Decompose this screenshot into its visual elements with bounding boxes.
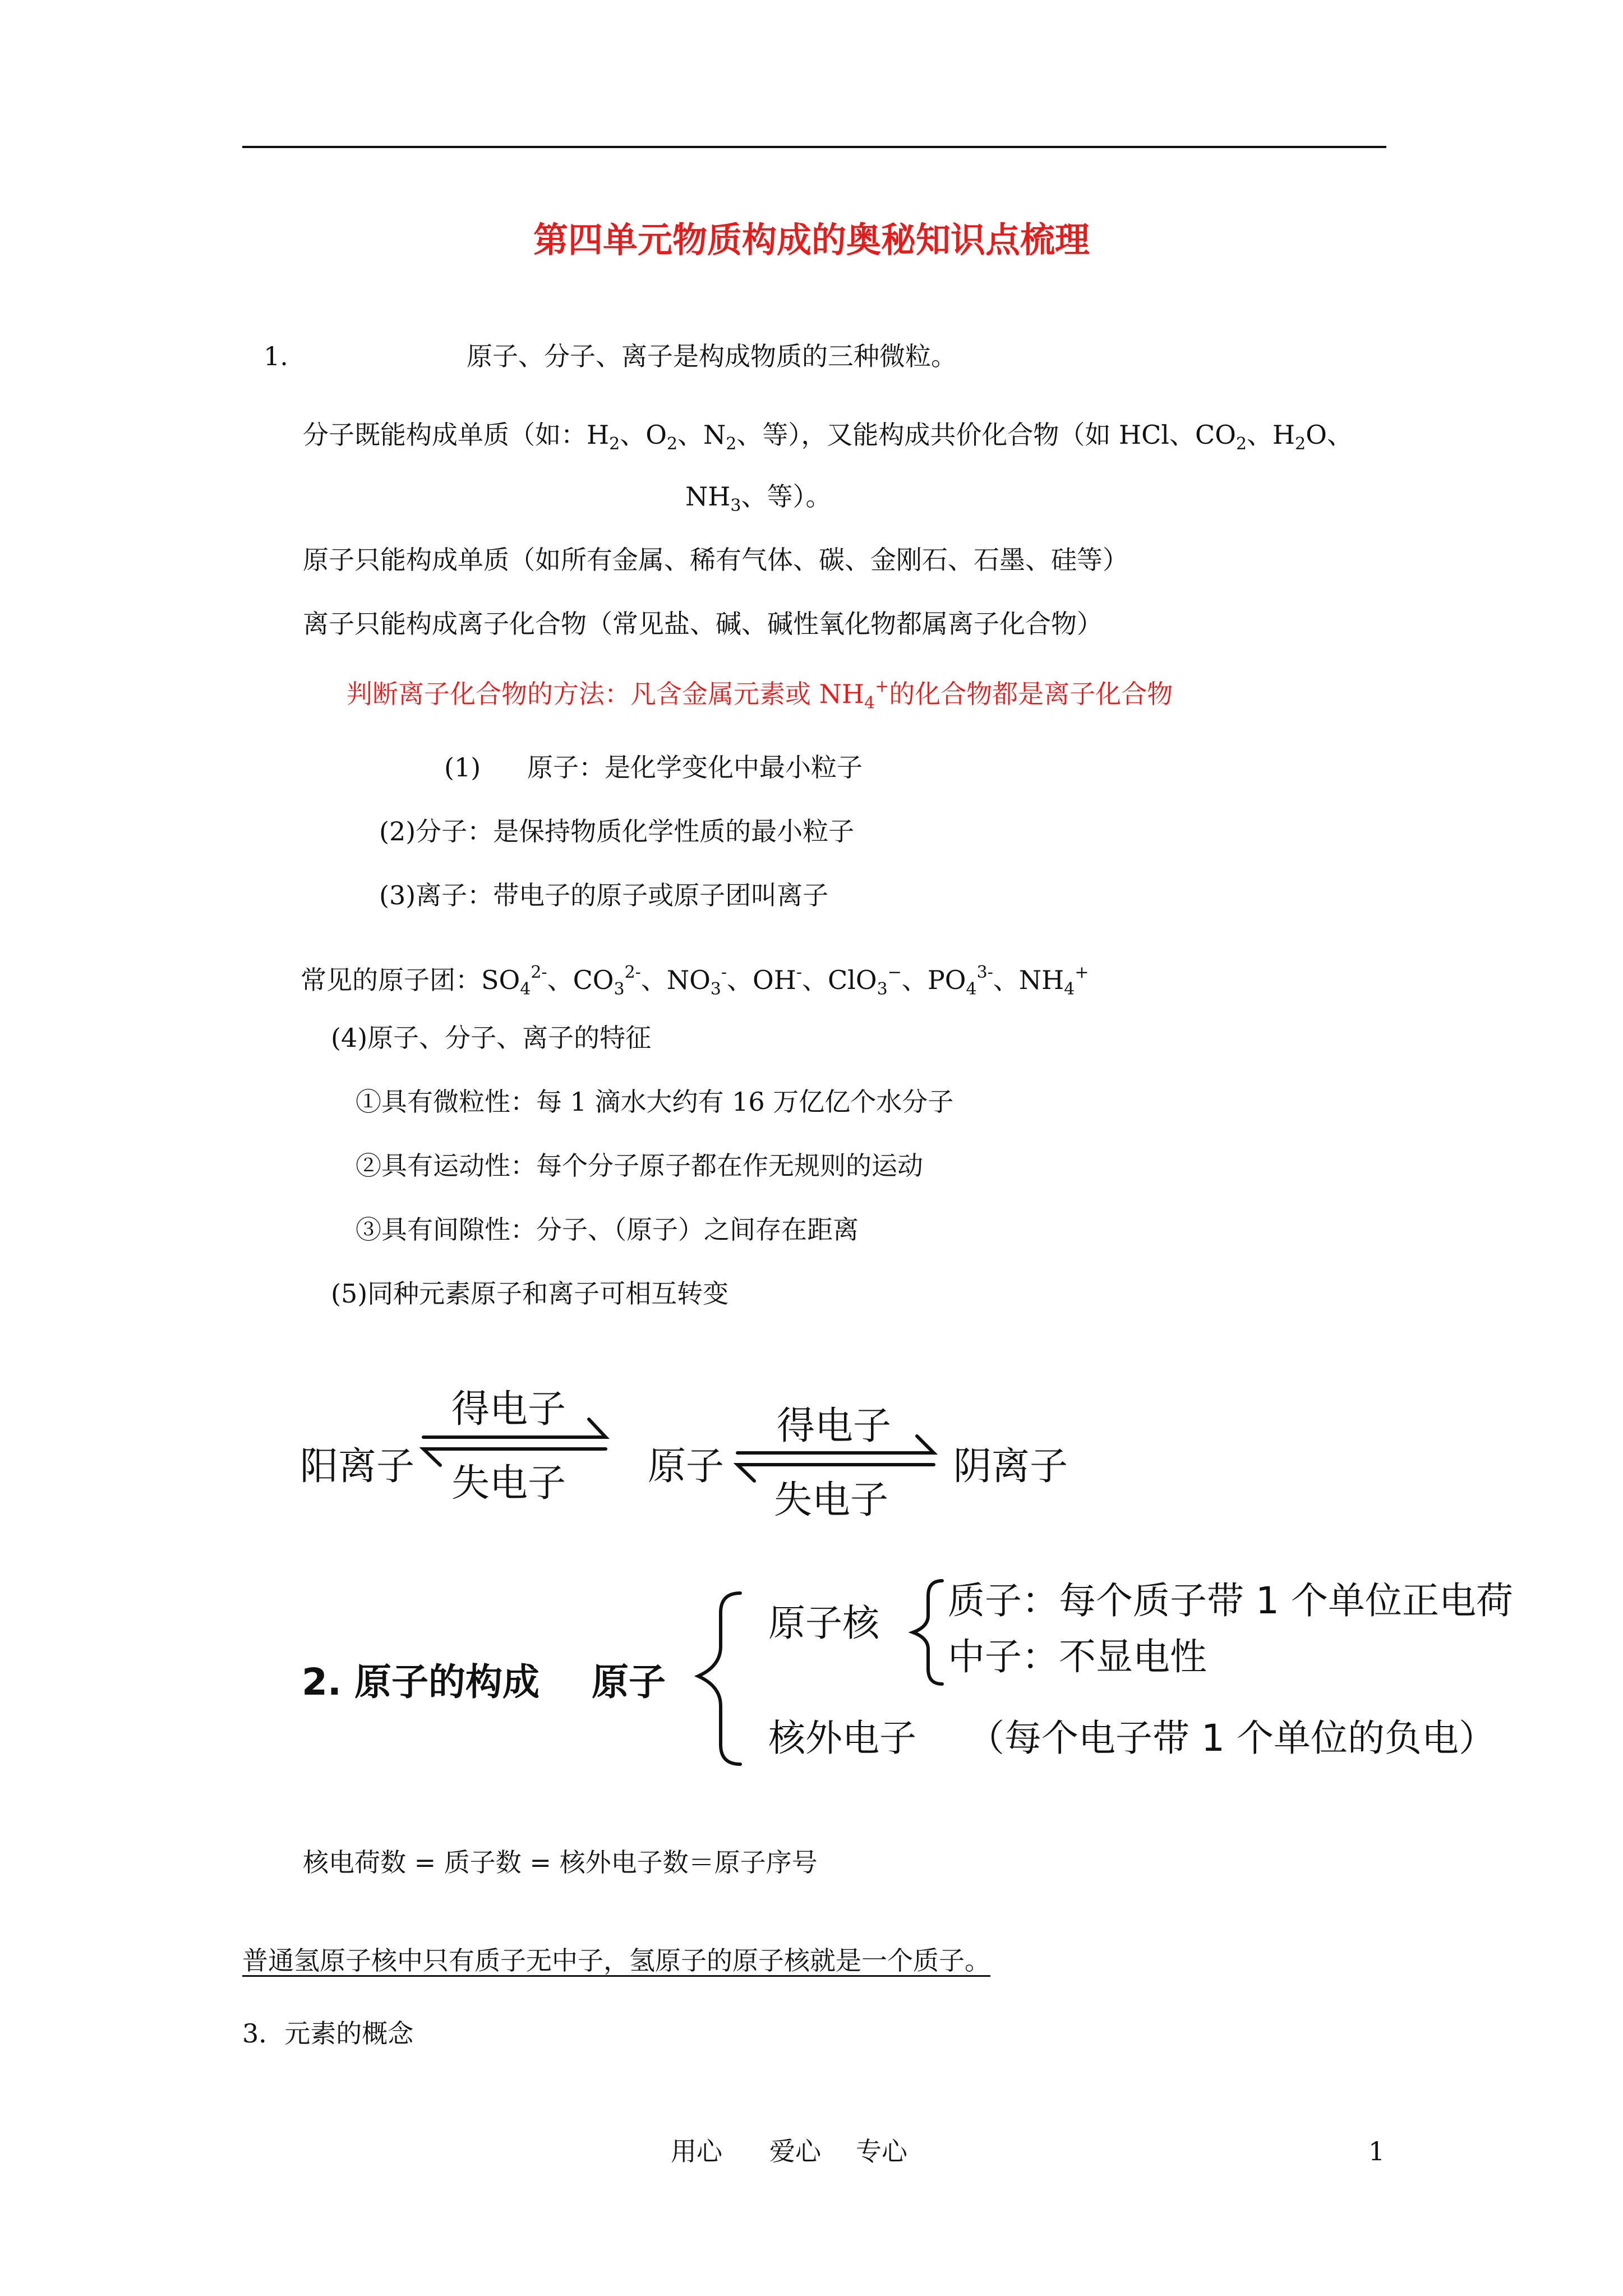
- method-line: 判断离子化合物的方法：凡含金属元素或 $NH_4^+$的化合物都是离子化合物: [347, 677, 1173, 713]
- gain-electron-label: 得电子: [777, 1404, 892, 1448]
- def-atom: 原子：是化学变化中最小粒子: [527, 752, 863, 783]
- feature-heading: (4)原子、分子、离子的特征: [331, 1023, 652, 1053]
- ion-line: 离子只能构成离子化合物（常见盐、碱、碱性氧化物都属离子化合物）: [303, 609, 1103, 639]
- structure-atom-label: 原子: [592, 1660, 666, 1704]
- atomic-groups: 常见的原子团：$SO_4^{2-}$、$CO_3^{2-}$、$NO_3^-$、OH-、ClO$_3$−、$PO_4^{3-}$、$NH_4^+$: [301, 963, 1089, 999]
- gain-electron-label: 得电子: [451, 1387, 566, 1432]
- molecule-line-continued: $NH_3$、等）。: [685, 481, 832, 516]
- neutron-label: 中子：不显电性: [948, 1635, 1207, 1678]
- atom-label: 原子: [648, 1444, 725, 1489]
- atom-line: 原子只能构成单质（如所有金属、稀有气体、碳、金刚石、石墨、硅等）: [303, 545, 1128, 575]
- feature-item: ②具有运动性：每个分子原子都在作无规则的运动: [356, 1151, 923, 1181]
- feature-item: ③具有间隙性：分子、（原子）之间存在距离: [356, 1214, 859, 1245]
- cation-label: 阳离子: [300, 1444, 415, 1489]
- anion-label: 阴离子: [953, 1444, 1068, 1489]
- atom-brace: [698, 1593, 740, 1764]
- electron-label: 核外电子: [768, 1717, 916, 1760]
- hydrogen-note: 普通氢原子核中只有质子无中子，氢原子的原子核就是一个质子。: [242, 1945, 990, 1976]
- electron-note: （每个电子带 1 个单位的负电）: [967, 1717, 1496, 1760]
- footer-text: 爱心: [769, 2136, 821, 2166]
- def-ion: (3)离子：带电子的原子或原子团叫离子: [379, 880, 829, 910]
- feature-item: ①具有微粒性：每 1 滴水大约有 16 万亿亿个水分子: [356, 1087, 954, 1117]
- nucleus-label: 原子核: [768, 1602, 879, 1645]
- lose-electron-label: 失电子: [451, 1461, 566, 1506]
- item-number: 1.: [264, 341, 288, 371]
- page-number: 1: [1368, 2136, 1385, 2166]
- proton-label: 质子：每个质子带 1 个单位正电荷: [948, 1579, 1513, 1622]
- footer-text: 专心: [856, 2136, 907, 2166]
- nucleus-brace: [913, 1581, 942, 1684]
- item-3-heading: 3．元素的概念: [242, 2018, 414, 2049]
- transform-heading: (5)同种元素原子和离子可相互转变: [331, 1278, 729, 1309]
- item-text: 原子、分子、离子是构成物质的三种微粒。: [467, 341, 957, 371]
- footer-text: 用心: [671, 2136, 722, 2166]
- charge-equation: 核电荷数 = 质子数 = 核外电子数＝原子序号: [303, 1847, 818, 1878]
- structure-heading: 2. 原子的构成: [302, 1660, 540, 1704]
- def-molecule: (2)分子：是保持物质化学性质的最小粒子: [379, 816, 855, 846]
- lose-electron-label: 失电子: [774, 1478, 889, 1522]
- molecule-line: 分子既能构成单质（如：$H_2$、$O_2$、$N_2$、等），又能构成共价化合物（如 HCl、$CO_2$、$H_2O$、: [303, 420, 1353, 454]
- page-title: 第四单元物质构成的奥秘知识点梳理: [533, 219, 1090, 260]
- def-atom-number: (1): [444, 752, 481, 783]
